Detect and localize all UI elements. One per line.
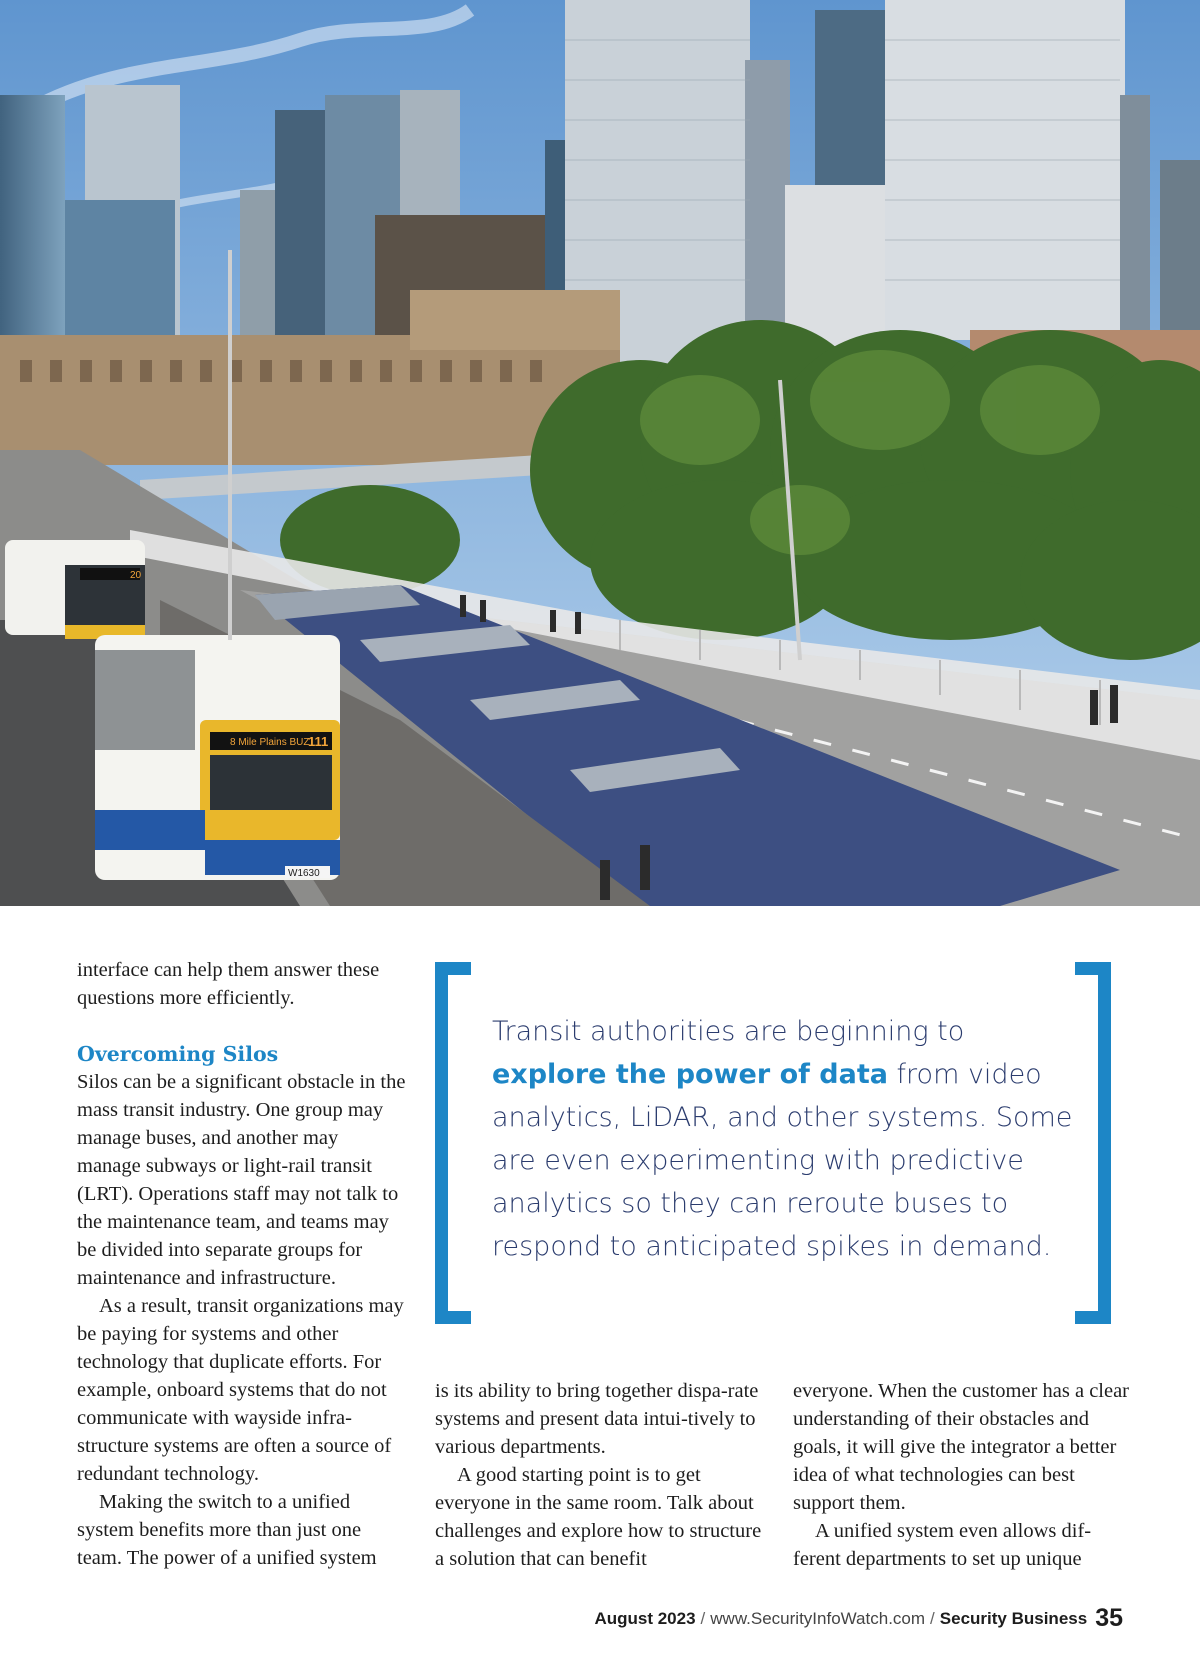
section-subhead: Overcoming Silos [77, 1042, 279, 1066]
pullquote-text: Transit authorities are beginning to [492, 1016, 965, 1047]
pullquote [492, 1010, 1082, 1268]
paragraph: As a result, transit organizations may be paying for systems and other technology that duplicate efforts. For example, onboard systems that do not communicate with wayside infra-structure systems are often a source of redundant technology. [77, 1295, 404, 1485]
bus-fleet-number: W1630 [288, 868, 320, 879]
page-footer: August 2023 / www.SecurityInfoWatch.com / Security Business 35 [594, 1604, 1123, 1632]
paragraph: A unified system even allows dif-ferent departments to set up unique [793, 1520, 1092, 1570]
paragraph: Silos can be a significant obstacle in the mass transit industry. One group may manage buses, and another may manage subways or light-rail transit (LRT). Operations staff may not talk to the maintenance team, and teams may be divided into separate groups for maintenance and infrastructure. [77, 1071, 406, 1289]
pullquote-highlight: explore the power of data [492, 1059, 888, 1090]
bus2-route-text: 20 [130, 570, 142, 581]
bus-destination-sign: 8 Mile Plains BUZ [230, 737, 310, 748]
paragraph: interface can help them answer these questions more efficiently. [77, 959, 380, 1009]
paragraph: everyone. When the customer has a clear understanding of their obstacles and goals, it will give the integrator a better idea of what technologies can best support them. [793, 1380, 1130, 1514]
article-column-1 [77, 956, 407, 1572]
footer-publication: Security Business [939, 1609, 1088, 1628]
bus-route-number: 111 [308, 734, 329, 749]
page-number: 35 [1095, 1604, 1123, 1632]
paragraph: Making the switch to a unified system benefits more than just one team. The power of a unified system [77, 1491, 377, 1569]
footer-date: August 2023 [594, 1609, 696, 1628]
article-column-3 [793, 1377, 1133, 1573]
footer-url[interactable]: www.SecurityInfoWatch.com [710, 1609, 926, 1628]
article-column-2 [435, 1377, 765, 1573]
pullquote-bracket-left [435, 962, 471, 1324]
paragraph: A good starting point is to get everyone in the same room. Talk about challenges and explore how to structure a solution that can benefit [435, 1464, 762, 1570]
paragraph: is its ability to bring together dispa-rate systems and present data intui-tively to various departments. [435, 1380, 759, 1458]
pullquote-text: from video analytics, LiDAR, and other systems. Some are even experimenting with predictive analytics so they can reroute buses to respond to anticipated spikes in demand. [492, 1059, 1073, 1262]
